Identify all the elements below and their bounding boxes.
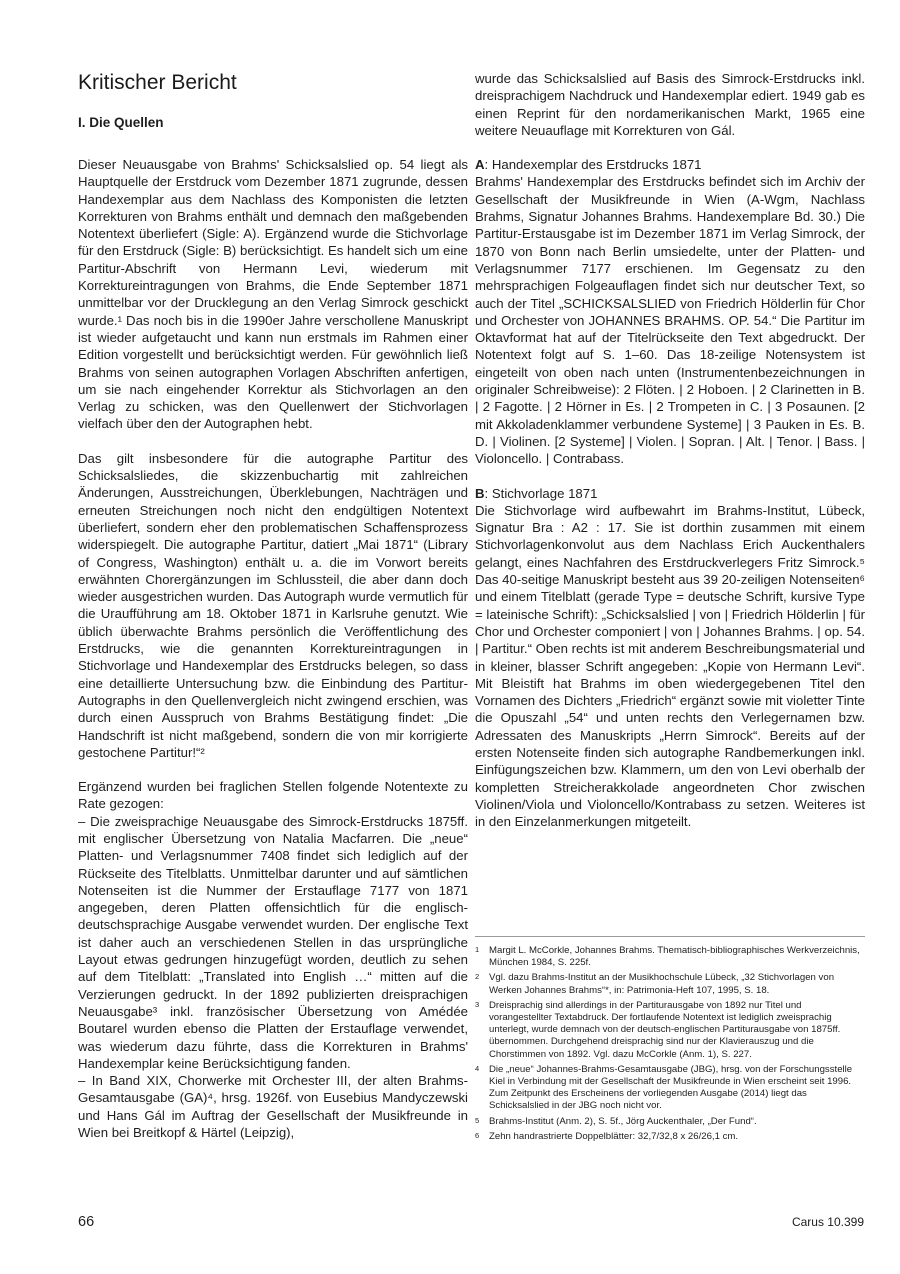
footnote-text: Zehn handrastrierte Doppelblätter: 32,7/32,8 x 26/26,1 cm. xyxy=(489,1130,739,1142)
source-a-heading xyxy=(475,156,865,173)
footnote-number: 3 xyxy=(475,999,480,1009)
source-b xyxy=(475,485,865,831)
paragraph: Dieser Neuausgabe von Brahms' Schicksalslied op. 54 liegt als Hauptquelle der Erstdruck vom Dezember 1871 zugrunde, dessen Handexemplar aus dem Nachlass des Komponisten die letzten Korrekturen von Brahms enthält und demnach den maßgebenden Notentext überliefert (Sigle: A). Ergänzend wurde die Stichvorlage für den Erstdruck (Sigle: B) berücksichtigt. Es handelt sich um eine Partitur-Abschrift von Hermann Levi, wiederum mit Korrektureintragungen von Brahms, die Ende September 1871 unmittelbar vor der Drucklegung an den Verlag Simrock geschickt wurde.¹ Das noch bis in die 1990er Jahre verschollene Manuskript ist wieder aufgetaucht und kann nun erstmals im Rahmen einer Edition vorgestellt und berücksichtigt werden. Für gewöhnlich ließ Brahms von seinen autographen Vorlagen Abschriften anfertigen, um sie nach eingehender Korrektur als Stichvorlagen an den Verlag zu schicken, was den Quellenwert der Stichvorlagen vielfach über den der Autographen hebt. xyxy=(78,157,468,432)
footnote-text: Brahms-Institut (Anm. 2), S. 5f., Jörg Auckenthaler, „Der Fund“. xyxy=(489,1115,757,1127)
footnote-number: 6 xyxy=(475,1130,480,1140)
source-a-sigle: A xyxy=(475,157,485,173)
right-column xyxy=(475,70,865,847)
source-a xyxy=(475,156,865,467)
page-number: 66 xyxy=(78,1214,95,1230)
footnotes xyxy=(475,936,865,1146)
footnote xyxy=(475,1131,865,1143)
paragraph: Ergänzend wurden bei fraglichen Stellen folgende Notentexte zu Rate gezogen: xyxy=(78,779,468,812)
left-column xyxy=(78,70,468,1141)
list-item: – In Band XIX, Chorwerke mit Orchester III, der alten Brahms-Gesamtausgabe (GA)⁴, hrsg. 1926f. von Eusebius Mandyczewski und Hans Gál im Auftrag der Gesellschaft der Musikfreunde in Wien bei Breitkopf & Härtel (Leipzig), xyxy=(78,1073,468,1141)
footnote xyxy=(475,1064,865,1113)
paragraph: Das gilt insbesondere für die autographe Partitur des Schicksalsliedes, die skizzenbuchartig mit zahlreichen Änderungen, Ausstreichungen, Überklebungen, Nachträgen und erneuten Streichungen noch nicht den endgültigen Notentext überliefert, sondern eher den problematischen Schaffensprozess widerspiegelt. Die autographe Partitur, datiert „Mai 1871“ (Library of Congress, Washington) enthält u. a. die im Vorwort bereits erwähnten Chorergänzungen im Schlussteil, die aber dann doch wieder ausgestrichen wurden. Das Autograph wurde vermutlich für die Uraufführung am 18. Oktober 1871 in Karlsruhe genutzt. Wie üblich überwachte Brahms persönlich die Veröffentlichung des Erstdrucks, wie die genannten Korrektureintragungen in Stichvorlage und Handexemplar des Erstdrucks belegen, so dass eine detaillierte Untersuchung bzw. die Einbindung des Partitur-Autographs in den Quellenvergleich nicht zwingend erschien, was durch einen Ausspruch von Brahms Bestätigung findet: „Die Handschrift ist nicht maßgebend, sondern die von mir korrigierte gestochene Partitur!“² xyxy=(78,450,468,760)
footnote-text: Die „neue“ Johannes-Brahms-Gesamtausgabe (JBG), hrsg. von der Forschungsstelle Kiel in Verbindung mit der Gesellschaft der Musikfreunde in Wien erscheint seit 1996. Zum Zeitpunkt des Erscheinens der vorliegenden Ausgabe (2014) liegt das Schicksalslied in der JBG noch nicht vor. xyxy=(489,1063,853,1112)
footnote-number: 4 xyxy=(475,1063,480,1073)
page-title: Kritischer Bericht xyxy=(78,71,237,94)
footnote-text: Vgl. dazu Brahms-Institut an der Musikhochschule Lübeck, „32 Stichvorlagen von Werken Johannes Brahms“*, in: Patrimonia-Heft 107, 1995, S. 18. xyxy=(489,972,835,996)
footnote xyxy=(475,972,865,996)
source-b-heading-text: : Stichvorlage 1871 xyxy=(484,485,598,501)
footnote xyxy=(475,945,865,969)
footnote-text: Margit L. McCorkle, Johannes Brahms. Thematisch-bibliographisches Werkverzeichnis, München 1984, S. 225f. xyxy=(489,945,860,969)
source-b-sigle: B xyxy=(475,485,485,501)
list-item: – Die zweisprachige Neuausgabe des Simrock-Erstdrucks 1875ff. mit englischer Übersetzung von Natalia Macfarren. Die „neue“ Platten- und Verlagsnummer 7408 findet sich lediglich auf der Rückseite des Titelblatts. Unmittelbar darunter und auf sämtlichen Notenseiten ist die Nummer der Erstauflage 7177 von 1871 angegeben, deren Platten offensichtlich für die englisch-deutschsprachige Ausgabe verwendet wurden. Der englische Text ist daher auch an verschiedenen Stellen in das ursprüngliche Layout etwas gedrungen hinzugefügt worden, deutlich zu sehen auf dem Titelblatt: „Translated into English …“ mitten auf die Verzierungen gedruckt. In der 1892 publizierten dreisprachigen Neuausgabe³ inkl. französischer Übersetzung von Amédée Boutarel wurden ebenso die Platten der Erstauflage verwendet, was wiederum dazu führte, dass die Korrekturen in Brahms' Handexemplar keine Berücksichtigung fanden. xyxy=(78,813,468,1071)
paragraph: wurde das Schicksalslied auf Basis des Simrock-Erstdrucks inkl. dreisprachigem Nachdruck und Handexemplar ediert. 1949 gab es einen Reprint für den nordamerikanischen Markt, 1965 eine weitere Neuauflage mit Korrekturen von Gál. xyxy=(475,71,865,138)
section-heading: I. Die Quellen xyxy=(78,115,164,130)
footnote-text: Dreisprachig sind allerdings in der Partiturausgabe von 1892 nur Titel und vorangestellter Textabdruck. Der fortlaufende Notentext ist lediglich zweisprachig unterlegt, wurde demnach von der deutsch-englischen Partiturausgabe von 1875ff. übernommen. Durchgehend dreisprachig sind nur der Klavierauszug und die Chorstimmen von 1892. Vgl. dazu McCorkle (Anm. 1), S. 227. xyxy=(489,999,841,1060)
footnote-number: 1 xyxy=(475,945,480,954)
footnote xyxy=(475,1000,865,1061)
source-b-heading xyxy=(475,485,865,502)
source-a-heading-text: : Handexemplar des Erstdrucks 1871 xyxy=(484,157,702,173)
catalog-number: Carus 10.399 xyxy=(791,1215,864,1229)
footnote xyxy=(475,1116,865,1128)
source-b-text: Die Stichvorlage wird aufbewahrt im Brahms-Institut, Lübeck, Signatur Bra : A2 : 17. Sie ist dorthin zusammen mit einem Stichvorlagenkonvolut aus dem Nachlass Erich Auckenthalers gelangt, eines Nachfahren des Erstdruckverlegers Fritz Simrock.⁵ Das 40-seitige Manuskript besteht aus 39 20-zeiligen Notenseiten⁶ und einem Titelblatt (gerade Type = deutsche Schrift, kursive Type = lateinische Schrift): „Schicksalslied | von | Friedrich Hölderlin | für Chor und Orchester componiert | von | Johannes Brahms. | op. 54. | Partitur.“ Oben rechts ist mit anderem Beschreibungsmaterial und in kleiner, blasser Schrift angegeben: „Kopie von Hermann Levi“. Mit Bleistift hat Brahms im oben wiedergegebenen Titel den Vornamen des Dichters „Friedrich“ ergänzt sowie mit violetter Tinte die Opuszahl „54“ und unten rechts den Verlegernamen bzw. Adressaten des Manuskripts „Herrn Simrock“. Bereits auf der ersten Notenseite finden sich autographe Randbemerkungen inkl. Einfügungszeichen bzw. Klammern, um den von Levi oberhalb der kompletten Streicherakkolade angeordneten Chor zwischen Violinen/Viola und Violoncello/Kontrabass zu setzen. Weiteres ist in den Einzelanmerkungen mitgeteilt. xyxy=(475,502,865,830)
footnote-number: 5 xyxy=(475,1115,480,1125)
source-a-text: Brahms' Handexemplar des Erstdrucks befindet sich im Archiv der Gesellschaft der Musikfreunde in Wien (A-Wgm, Nachlass Brahms, Signatur Johannes Brahms. Handexemplare Bd. 30.) Die Partitur-Erstausgabe ist im Dezember 1871 im Verlag Simrock, der 1870 von Bonn nach Berlin umsiedelte, unter der Platten- und Verlagsnummer 7177 erschienen. Im Gegensatz zu den mehrsprachigen Folgeauflagen findet sich nur deutscher Text, so auch der Titel „SCHICKSALSLIED von Friedrich Hölderlin für Chor und Orchester von JOHANNES BRAHMS. OP. 54.“ Die Partitur im Oktavformat hat auf der Titelrückseite den Text abgedruckt. Der Notentext folgt auf S. 1–60. Das 18-zeilige Notensystem ist eingeteilt von oben nach unten (Instrumentenbezeichnungen in originaler Schreibweise): 2 Flöten. | 2 Hoboen. | 2 Clarinetten in B. | 2 Fagotte. | 2 Hörner in Es. | 2 Trompeten in C. | 3 Posaunen. [2 mit Akkoladenklammer verbundene Systeme] | 3 Pauken in Es. B. D. | Violinen. [2 Systeme] | Violen. | Sopran. | Alt. | Tenor. | Bass. | Violoncello. | Contrabass. xyxy=(475,174,865,467)
footnote-number: 2 xyxy=(475,972,480,982)
